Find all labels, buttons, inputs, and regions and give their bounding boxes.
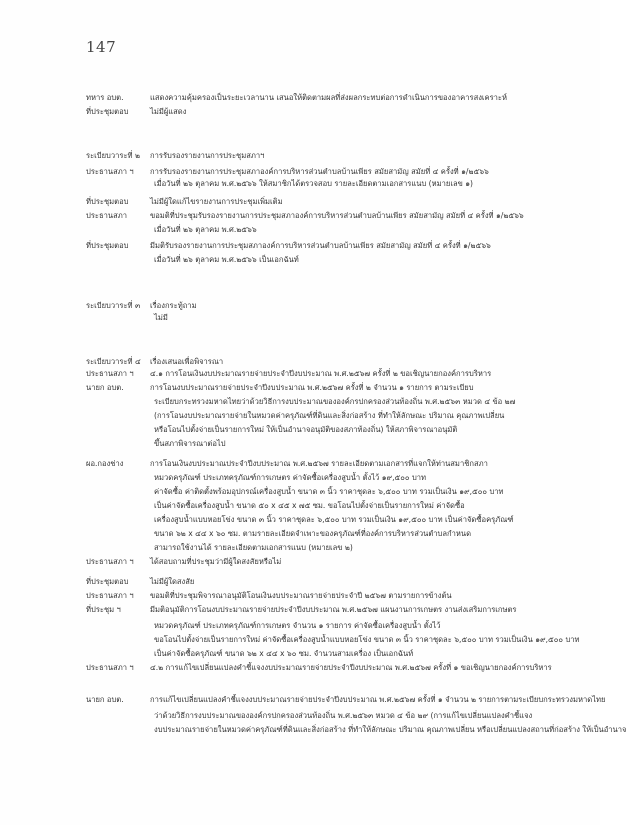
minutes-line	[86, 368, 578, 379]
minutes-text: เรื่องกระทู้ถาม	[150, 301, 197, 310]
minutes-line	[86, 166, 578, 177]
minutes-line	[86, 178, 578, 189]
minutes-line	[86, 224, 578, 235]
speaker-label: ผอ.กองช่าง	[86, 459, 124, 468]
minutes-line	[86, 300, 578, 311]
minutes-line	[86, 356, 578, 367]
minutes-line	[86, 472, 578, 483]
speaker-label: ประธานสภา ฯ	[86, 663, 134, 672]
minutes-text: เครื่องสูบน้ำแบบหอยโข่ง ขนาด ๓ นิ้ว ราคาชุดละ ๖,๕๐๐ บาท รวมเป็นเงิน ๑๙,๕๐๐ บาท เป็นค่าจัดซื้อครุภัณฑ์	[154, 515, 514, 524]
minutes-line	[86, 514, 578, 525]
minutes-line	[86, 634, 578, 645]
speaker-label: ประธานสภา ฯ	[86, 167, 134, 176]
minutes-text: (การโอนงบประมาณรายจ่ายในหมวดค่าครุภัณฑ์ที่ดินและสิ่งก่อสร้าง ที่ทำให้ลักษณะ ปริมาณ คุณภาพเปลี่ยน	[154, 411, 505, 420]
minutes-text: เมื่อวันที่ ๒๖ ตุลาคม พ.ศ.๒๕๖๖ เป็นเอกฉันท์	[154, 255, 299, 264]
minutes-line	[86, 694, 606, 705]
speaker-label: นายก อบต.	[86, 383, 124, 392]
speaker-label: ที่ประชุมตอบ	[86, 107, 129, 116]
minutes-text: ไม่มี	[154, 313, 168, 322]
minutes-line	[86, 590, 578, 601]
minutes-line	[86, 528, 578, 539]
minutes-line	[86, 648, 578, 659]
speaker-label: ที่ประชุมตอบ	[86, 197, 129, 206]
minutes-text: แสดงความคุ้มครองเป็นระยะเวลานาน เสนอให้ติดตามผลที่ส่งผลกระทบต่อการดำเนินการของอาคารสงเคราะห์	[150, 93, 508, 102]
speaker-label: ที่ประชุม ฯ	[86, 605, 121, 614]
minutes-line	[86, 662, 578, 673]
minutes-text: เป็นค่าจัดซื้อเครื่องสูบน้ำ ขนาด ๕๐ x ๔๕ x ๗๕ ซม. ขอโอนไปตั้งจ่ายเป็นรายการใหม่ ค่าจัดซื้อ	[154, 501, 465, 510]
speaker-label: ประธานสภา ฯ	[86, 557, 134, 566]
speaker-label: ทหาร อบต.	[86, 93, 124, 102]
minutes-line	[86, 724, 626, 735]
speaker-label: ประธานสภา ฯ	[86, 591, 134, 600]
minutes-text: ระเบียบกระทรวงมหาดไทยว่าด้วยวิธีการงบประมาณขององค์กรปกครองส่วนท้องถิ่น พ.ศ.๒๕๖๓ หมวด ๔ ข้อ ๒๗	[154, 397, 516, 406]
minutes-text: หมวดครุภัณฑ์ ประเภทครุภัณฑ์การเกษตร ค่าจัดซื้อเครื่องสูบน้ำ ตั้งไว้ ๑๙,๕๐๐ บาท	[154, 473, 427, 482]
speaker-label: ประธานสภา	[86, 211, 127, 220]
minutes-text: สามารถใช้งานได้ รายละเอียดตามเอกสารแนบ (หมายเลข ๒)	[154, 543, 353, 552]
minutes-text: มีมติรับรองรายงานการประชุมสภาองค์การบริหารส่วนตำบลบ้านเพียร สมัยสามัญ สมัยที่ ๔ ครั้งที่ ๑/๒๕๖๖	[150, 241, 491, 250]
minutes-line	[86, 106, 578, 117]
minutes-line	[86, 210, 578, 221]
minutes-line	[86, 410, 578, 421]
minutes-line	[86, 542, 578, 553]
minutes-text: ไม่มีผู้แสดง	[150, 107, 187, 116]
minutes-text: ๔.๑ การโอนเงินงบประมาณรายจ่ายประจำปีงบประมาณ พ.ศ.๒๕๖๗ ครั้งที่ ๒ ขอเชิญนายกองค์การบริหาร	[150, 369, 492, 378]
minutes-text: เมื่อวันที่ ๒๖ ตุลาคม พ.ศ.๒๕๖๖	[154, 225, 257, 234]
minutes-line	[86, 500, 578, 511]
speaker-label: ที่ประชุมตอบ	[86, 241, 129, 250]
speaker-label: ระเบียบวาระที่ ๒	[86, 151, 140, 160]
minutes-text: การรับรองรายงานการประชุมสภาองค์การบริหารส่วนตำบลบ้านเพียร สมัยสามัญ สมัยที่ ๔ ครั้งที่ ๑/๒๕๖๖	[150, 167, 489, 176]
minutes-line	[86, 396, 578, 407]
minutes-text: ขึ้นสภาพิจารณาต่อไป	[154, 439, 226, 448]
minutes-line	[86, 556, 578, 567]
minutes-text: ไม่มีผู้ใดแก้ไขรายงานการประชุมเพิ่มเติม	[150, 197, 283, 206]
speaker-label: นายก อบต.	[86, 695, 124, 704]
minutes-text: เมื่อวันที่ ๒๖ ตุลาคม พ.ศ.๒๕๖๖ ให้สมาชิกได้ตรวจสอบ รายละเอียดตามเอกสารแนบ (หมายเลข ๑)	[154, 179, 473, 188]
minutes-text: เป็นค่าจัดซื้อครุภัณฑ์ ขนาด ๖๒ x ๔๔ x ๖๐ ซม. จำนวนสามเครื่อง เป็นเอกฉันท์	[154, 649, 414, 658]
minutes-line	[86, 254, 578, 265]
page-number: 147	[86, 38, 117, 56]
minutes-text: มีมติอนุมัติการโอนงบประมาณรายจ่ายประจำปีงบประมาณ พ.ศ.๒๕๖๗ แผนงานการเกษตร งานส่งเสริมการเกษตร	[150, 605, 517, 614]
minutes-text: เรื่องเสนอเพื่อพิจารณา	[150, 357, 224, 366]
minutes-line	[86, 438, 578, 449]
minutes-text: ขนาด ๖๒ x ๔๔ x ๖๐ ซม. ตามรายละเอียดจำเพาะของครุภัณฑ์ที่องค์การบริหารส่วนตำบลกำหนด	[154, 529, 471, 538]
minutes-text: หรือโอนไปตั้งจ่ายเป็นรายการใหม่ ให้เป็นอำนาจอนุมัติของสภาท้องถิ่น) ให้สภาพิจารณาอนุมัติ	[154, 425, 458, 434]
minutes-text: ว่าด้วยวิธีการงบประมาณขององค์กรปกครองส่วนท้องถิ่น พ.ศ.๒๕๖๓ หมวด ๔ ข้อ ๒๙ (การแก้ไขเปลี่ยนแปลงคำชี้แจง	[154, 711, 533, 720]
minutes-line	[86, 240, 578, 251]
minutes-text: การแก้ไขเปลี่ยนแปลงคำชี้แจงงบประมาณรายจ่ายประจำปีงบประมาณ พ.ศ.๒๕๖๗ ครั้งที่ ๑ จำนวน ๒ รายการตามระเบียบกระทรวงมหาดไทย	[150, 695, 606, 704]
minutes-line	[86, 576, 578, 587]
minutes-line	[86, 424, 578, 435]
minutes-text: การรับรองรายงานการประชุมสภาฯ	[150, 151, 265, 160]
minutes-text: ไม่มีผู้ใดสงสัย	[150, 577, 195, 586]
minutes-text: ขอมติที่ประชุมพิจารณาอนุมัติโอนเงินงบประมาณรายจ่ายประจำปี ๒๕๖๗ ตามรายการข้างต้น	[150, 591, 452, 600]
minutes-line	[86, 620, 578, 631]
minutes-text: การโอนเงินงบประมาณประจำปีงบประมาณ พ.ศ.๒๕๖๗ รายละเอียดตามเอกสารที่แจกให้ท่านสมาชิกสภา	[150, 459, 488, 468]
minutes-line	[86, 458, 578, 469]
minutes-line	[86, 92, 578, 103]
speaker-label: ระเบียบวาระที่ ๔	[86, 357, 141, 366]
minutes-line	[86, 604, 578, 615]
minutes-text: ค่าจัดซื้อ ค่าติดตั้งพร้อมอุปกรณ์เครื่องสูบน้ำ ขนาด ๓ นิ้ว ราคาชุดละ ๖,๕๐๐ บาท รวมเป็นเงิน ๑๙,๕๐๐ บาท	[154, 487, 504, 496]
minutes-text: ได้สอบถามที่ประชุมว่ามีผู้ใดสงสัยหรือไม่	[150, 557, 282, 566]
minutes-text: งบประมาณรายจ่ายในหมวดค่าครุภัณฑ์ที่ดินและสิ่งก่อสร้าง ที่ทำให้ลักษณะ ปริมาณ คุณภาพเปลี่ยน หรือเปลี่ยนแปลงสถานที่ก่อสร้าง ให้เป็นอำนาจ	[154, 725, 626, 734]
minutes-text: ๔.๒ การแก้ไขเปลี่ยนแปลงคำชี้แจงงบประมาณรายจ่ายประจำปีงบประมาณ พ.ศ.๒๕๖๗ ครั้งที่ ๑ ขอเชิญนายกองค์การบริหาร	[150, 663, 552, 672]
minutes-text: การโอนงบประมาณรายจ่ายประจำปีงบประมาณ พ.ศ.๒๕๖๗ ครั้งที่ ๒ จำนวน ๑ รายการ ตามระเบียบ	[150, 383, 474, 392]
minutes-line	[86, 312, 578, 323]
speaker-label: ที่ประชุมตอบ	[86, 577, 129, 586]
minutes-line	[86, 486, 578, 497]
minutes-line	[86, 150, 578, 161]
minutes-line	[86, 196, 578, 207]
speaker-label: ระเบียบวาระที่ ๓	[86, 301, 141, 310]
minutes-text: ขอมติที่ประชุมรับรองรายงานการประชุมสภาองค์การบริหารส่วนตำบลบ้านเพียร สมัยสามัญ สมัยที่ ๔ ครั้งที่ ๑/๒๕๖๖	[150, 211, 524, 220]
minutes-text: ขอโอนไปตั้งจ่ายเป็นรายการใหม่ ค่าจัดซื้อเครื่องสูบน้ำแบบหอยโข่ง ขนาด ๓ นิ้ว ราคาชุดละ ๖,๕๐๐ บาท รวมเป็นเงิน ๑๙,๕๐๐ บาท	[154, 635, 580, 644]
minutes-line	[86, 710, 578, 721]
minutes-text: หมวดครุภัณฑ์ ประเภทครุภัณฑ์การเกษตร จำนวน ๑ รายการ ค่าจัดซื้อเครื่องสูบน้ำ ตั้งไว้	[154, 621, 441, 630]
speaker-label: ประธานสภา ฯ	[86, 369, 134, 378]
minutes-line	[86, 382, 578, 393]
